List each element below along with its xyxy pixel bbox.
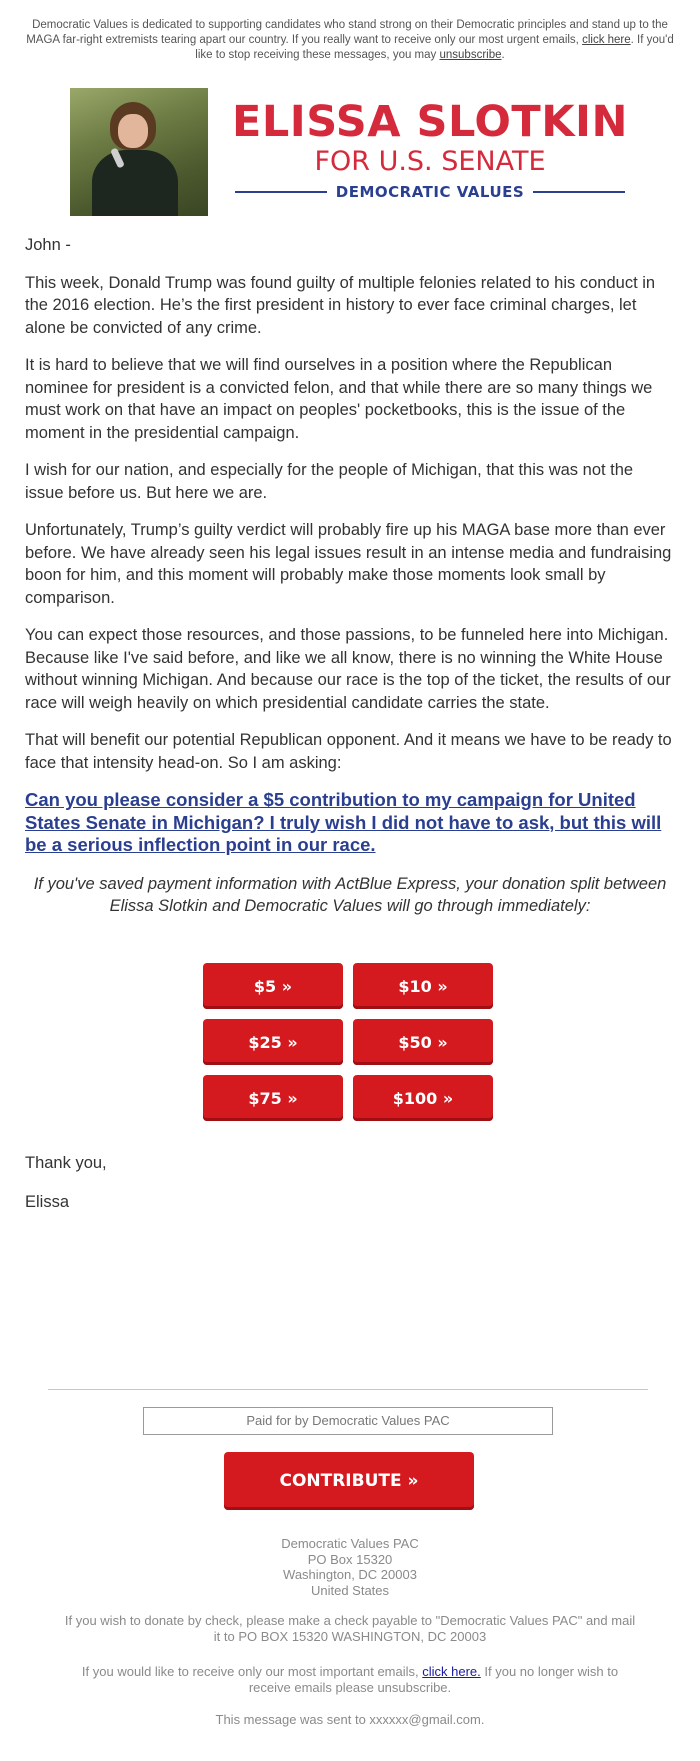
important-emails-link[interactable]: click here. [422, 1664, 481, 1679]
contribution-ask-link[interactable]: Can you please consider a $5 contribution to my campaign for United States Senate in Michigan? I truly wish I did not have to ask, but this will be a serious inflection point in our race. [25, 789, 662, 855]
mailing-address [50, 1536, 650, 1598]
address-line: PO Box 15320 [307, 1551, 393, 1567]
photo-coat [92, 150, 178, 216]
campaign-logo [230, 88, 630, 216]
donate-100-button[interactable]: $100 » [353, 1075, 493, 1121]
body-paragraph: This week, Donald Trump was found guilty of multiple felonies related to his conduct in the 2016 election. He’s the first president in history to ever face criminal charges, let alone be convicted of any crime. [25, 273, 656, 337]
body-paragraph: I wish for our nation, and especially for the people of Michigan, that this was not the issue before us. But here we are. [25, 461, 634, 502]
paid-for-disclaimer: Paid for by Democratic Values PAC [143, 1407, 553, 1435]
address-line: Democratic Values PAC [281, 1536, 419, 1551]
sent-to-note: This message was sent to xxxxxx@gmail.com. [215, 1712, 485, 1727]
address-line: Washington, DC 20003 [283, 1567, 417, 1582]
donate-50-button[interactable]: $50 » [353, 1019, 493, 1065]
donate-5-button[interactable]: $5 » [203, 963, 343, 1009]
donate-75-button[interactable]: $75 » [203, 1075, 343, 1121]
organization-name: DEMOCRATIC VALUES [335, 183, 525, 201]
email-preferences-text-after: If you no longer wish to receive emails please unsubscribe. [248, 1664, 619, 1695]
preheader-text-end: . [501, 49, 505, 61]
email-preferences-note [80, 1664, 620, 1695]
actblue-express-note: If you've saved payment information with ActBlue Express, your donation split between Elissa Slotkin and Democratic Values will go through immediately: [33, 874, 667, 915]
donate-25-button[interactable]: $25 » [203, 1019, 343, 1065]
body-paragraph: Unfortunately, Trump’s guilty verdict will probably fire up his MAGA base more than ever before. We have already seen his legal issues result in an intense media and fundraising boon for him, and this moment will probably make those moments look small by comparison. [25, 521, 672, 607]
unsubscribe-link[interactable]: unsubscribe [439, 49, 502, 61]
body-paragraph: You can expect those resources, and those passions, to be funneled here into Michigan. Because like I've said before, and like we all know, there is no winning the White House without winning Michigan. And because our race is the top of the ticket, the results of our race will weigh heavily on which presidential candidate carries the state. [25, 626, 671, 712]
preheader-text: Democratic Values is dedicated to supporting candidates who stand strong on their Democratic principles and stand up to the MAGA far-right extremists tearing apart our country. If you really want to receive only our most urgent emails, [26, 19, 668, 46]
greeting: John - [25, 236, 71, 254]
candidate-name: ELISSA SLOTKIN [231, 97, 629, 147]
signoff [25, 1152, 675, 1230]
donate-10-button[interactable]: $10 » [353, 963, 493, 1009]
candidate-photo [70, 88, 208, 216]
email-header-banner [70, 88, 630, 216]
signoff-thanks: Thank you, [25, 1154, 107, 1172]
urgent-emails-link[interactable]: click here [582, 34, 631, 46]
body-paragraph: That will benefit our potential Republican opponent. And it means we have to be ready to face that intensity head-on. So I am asking: [25, 731, 672, 772]
preheader [22, 18, 678, 63]
email-body [25, 234, 675, 933]
office-title: FOR U.S. SENATE [314, 146, 546, 177]
contribute-button[interactable]: CONTRIBUTE » [224, 1452, 474, 1510]
preheader-text-middle: . If you'd like to stop receiving these messages, you may [195, 34, 674, 61]
email-preferences-text: If you would like to receive only our most important emails, [81, 1664, 423, 1679]
body-paragraph: It is hard to believe that we will find ourselves in a position where the Republican nominee for president is a convicted felon, and that while there are so many things we must work on that have an impact on peoples' pocketbooks, this is the issue of the moment in the presidential campaign. [25, 356, 653, 442]
check-donation-note: If you wish to donate by check, please make a check payable to "Democratic Values PAC" and mail it to PO BOX 15320 WASHINGTON, DC 20003 [64, 1613, 636, 1644]
footer-divider [48, 1389, 648, 1390]
signoff-name: Elissa [25, 1193, 70, 1211]
photo-face [118, 114, 148, 148]
address-line: United States [310, 1582, 390, 1598]
